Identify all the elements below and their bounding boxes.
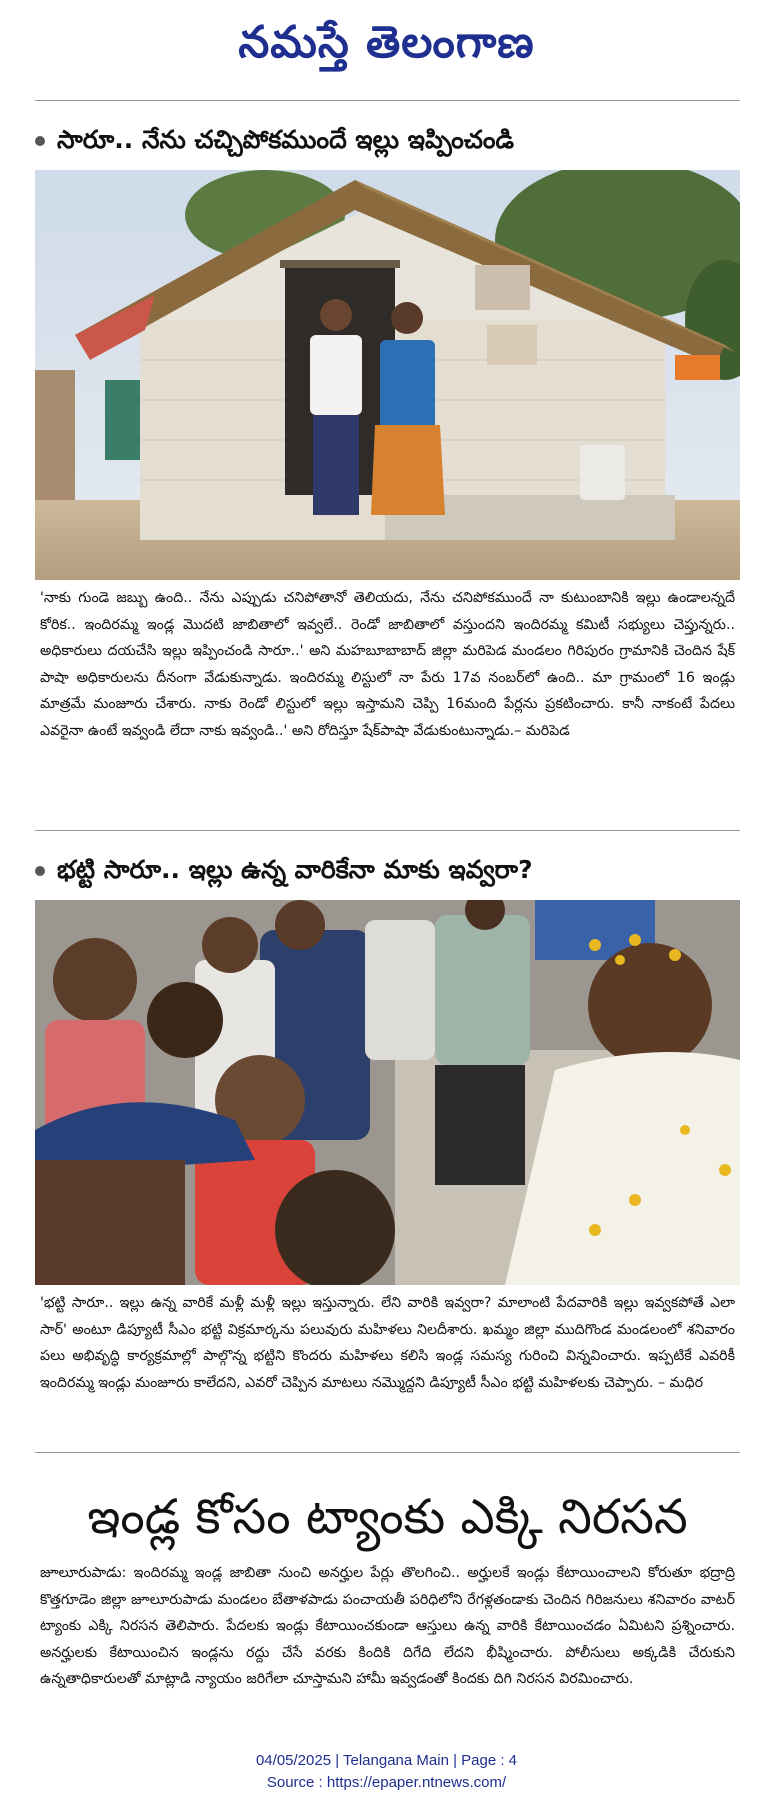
bullet-icon	[35, 136, 45, 146]
house-photo-image	[35, 170, 740, 580]
bullet-icon	[35, 866, 45, 876]
divider	[35, 830, 740, 831]
story2-photo	[35, 900, 740, 1285]
story3-headline: ఇండ్ల కోసం ట్యాంకు ఎక్కి నిరసన	[87, 1489, 688, 1545]
story2-body: 'భట్టి సారూ.. ఇల్లు ఉన్న వారికే మళ్లీ మళ్లీ ఇల్లు ఇస్తున్నారు. లేని వారికి ఇవ్వరా? మాలాంటి పేదవారికి ఇల్లు ఇవ్వకపోతే ఎలా సార్' అంటూ డిప్యూటీ సీఎం భట్టి విక్రమార్కను పలువురు మహిళలు నిలదీశారు. ఖమ్మం జిల్లా ముదిగొండ మండలంలో శనివారం పలు అభివృద్ధి కార్యక్రమాల్లో పాల్గొన్న భట్టిని కొందరు మహిళలు కలిసి ఇండ్ల సమస్య గురించి విన్నవించారు. ఇప్పటికే ఎవరికీ ఇందిరమ్మ ఇండ్లు మంజూరు కాలేదని, ఎవరో చెప్పిన మాటలు నమ్మొద్దని డిప్యూటీ సీఎం భట్టి మహిళలకు చెప్పారు. – మధిర	[40, 1295, 735, 1391]
crowd-photo-image	[35, 900, 740, 1285]
footer-date-line: 04/05/2025 | Telangana Main | Page : 4	[255, 1752, 518, 1769]
story1-headline-text: సారూ.. నేను చచ్చిపోకముందే ఇల్లు ఇప్పించండి	[57, 125, 515, 154]
story2-headline	[35, 850, 740, 890]
divider	[35, 100, 740, 101]
footer-source-line: Source : https://epaper.ntnews.com/	[266, 1774, 507, 1791]
divider	[35, 1452, 740, 1453]
story3-body: జూలూరుపాడు: ఇందిరమ్మ ఇండ్ల జాబితా నుంచి అనర్హుల పేర్లు తొలగించి.. అర్హులకే ఇండ్లు కేటాయించాలని కోరుతూ భద్రాద్రి కొత్తగూడెం జిల్లా జూలూరుపాడు మండలం బేతాళపాడు పంచాయతీ పరిధిలోని రేగళ్లతండాకు చెందిన గిరిజనులు శనివారం వాటర్ ట్యాంకు ఎక్కి నిరసన తెలిపారు. పేదలకు ఇండ్లు కేటాయించకుండా ఆస్తులు ఉన్న వారికి కేటాయించడం ఏమిటని ప్రశ్నించారు. అనర్హులకు కేటాయించిన ఇండ్లను రద్దు చేసే వరకు కిందికి దిగేది లేదని భీష్మించారు. పోలీసులు అక్కడికి చేరుకుని ఉన్నతాధికారులతో మాట్లాడి న్యాయం జరిగేలా చూస్తామని హామీ ఇవ్వడంతో కిందకు దిగి నిరసన విరమించారు.	[40, 1565, 735, 1687]
story2-headline-text: భట్టి సారూ.. ఇల్లు ఉన్న వారికేనా మాకు ఇవ్వరా?	[57, 855, 533, 884]
masthead	[0, 8, 773, 78]
story1-headline	[35, 120, 740, 160]
story1-body: 'నాకు గుండె జబ్బు ఉంది.. నేను ఎప్పుడు చనిపోతానో తెలియదు, నేను చనిపోకముందే నా కుటుంబానికి ఇల్లు ఉండాలన్నదే కోరిక.. ఇందిరమ్మ ఇండ్ల మొదటి జాబితాలో ఇవ్వలే.. రెండో జాబితాలో వస్తుందని ఇందిరమ్మ కమిటీ సభ్యులు చెప్తున్నరు.. అధికారులు దయచేసి ఇల్లు ఇప్పించండి సారూ..' అని మహబూబాబాద్ జిల్లా మరిపెడ మండలం గిరిపురం గ్రామానికి చెందిన షేక్ పాషా అధికారులను దీనంగా వేడుకున్నాడు. ఇందిరమ్మ లిస్టులో నా పేరు 17వ నంబర్‌లో ఉంది.. మా గ్రామంలో 16 ఇండ్లు మాత్రమే మంజూరు చేశారు. నాకు రెండో లిస్టులో ఇల్లు ఇస్తామని చెప్పి 16మంది పేర్లను ప్రకటించారు. కానీ నాకంటే పేదలు ఎవరైనా ఉంటే ఇవ్వండి లేదా నాకు ఇవ్వండి..' అని రోదిస్తూ షేక్‌పాషా వేడుకుంటున్నాడు.– మరిపెడ	[40, 590, 735, 739]
story1-photo	[35, 170, 740, 580]
newspaper-title: నమస్తే తెలంగాణ	[238, 17, 535, 68]
